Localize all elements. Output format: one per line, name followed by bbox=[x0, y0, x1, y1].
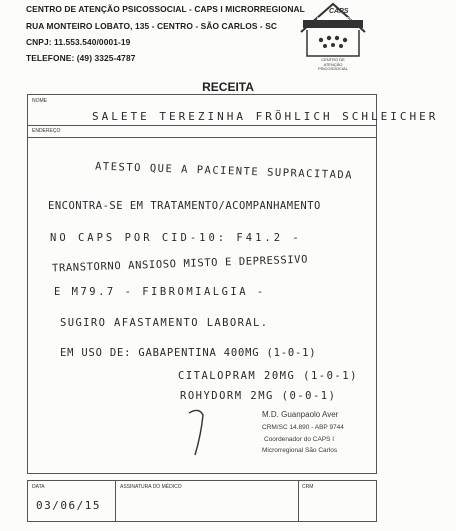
footer-box bbox=[27, 480, 377, 522]
body-line-7: EM USO DE: GABAPENTINA 400MG (1-0-1) bbox=[60, 347, 317, 359]
logo-caps-text: CAPS bbox=[329, 8, 349, 15]
body-line-4: TRANSTORNO ANSIOSO MISTO E DEPRESSIVO bbox=[51, 253, 309, 275]
body-line-6: SUGIRO AFASTAMENTO LABORAL. bbox=[60, 317, 269, 329]
document-title: RECEITA bbox=[202, 80, 254, 94]
date-cell bbox=[28, 481, 116, 521]
name-divider bbox=[28, 125, 376, 126]
body-line-2: ENCONTRA-SE EM TRATAMENTO/ACOMPANHAMENTO bbox=[48, 200, 321, 212]
body-line-3: NO CAPS POR CID-10: F41.2 - bbox=[50, 232, 302, 244]
date-value: 03/06/15 bbox=[36, 499, 101, 512]
clinic-name: CENTRO DE ATENÇÃO PSICOSSOCIAL - CAPS I MICRORREGIONAL bbox=[26, 4, 305, 14]
logo-subtitle: CENTRO DE ATENÇÃO PSICOSSOCIAL bbox=[318, 57, 348, 71]
signature-label: ASSINATURA DO MÉDICO bbox=[120, 484, 182, 490]
body-line-5: E M79.7 - FIBROMIALGIA - bbox=[54, 286, 266, 298]
body-line-1: ATESTO QUE A PACIENTE SUPRACITADA bbox=[94, 160, 354, 182]
body-line-9: ROHYDORM 2MG (0-0-1) bbox=[180, 390, 337, 402]
signature-scribble bbox=[185, 405, 215, 460]
date-label: DATA bbox=[32, 484, 45, 490]
stamp-unit: Microrregional São Carlos bbox=[262, 447, 338, 454]
clinic-address: RUA MONTEIRO LOBATO, 135 - CENTRO - SÃO CARLOS - SC bbox=[26, 21, 278, 31]
clinic-phone: TELEFONE: (49) 3325-4787 bbox=[26, 53, 136, 63]
stamp-crm: CRM/SC 14.890 - ABP 9744 bbox=[262, 424, 344, 431]
logo-micro-text: MICRORREGIONAL bbox=[317, 16, 359, 21]
signature-cell bbox=[116, 481, 299, 521]
caps-logo bbox=[295, 2, 371, 71]
patient-name: SALETE TEREZINHA FRÖHLICH SCHLEICHER bbox=[92, 110, 439, 123]
body-line-8: CITALOPRAM 20MG (1-0-1) bbox=[178, 370, 358, 382]
crm-label: CRM bbox=[302, 484, 314, 490]
clinic-cnpj: CNPJ: 11.553.540/0001-19 bbox=[26, 37, 131, 47]
stamp-role: Coordenador do CAPS I bbox=[264, 436, 335, 443]
address-divider bbox=[28, 137, 376, 138]
address-label: ENDEREÇO bbox=[32, 128, 61, 134]
name-label: NOME bbox=[32, 98, 47, 104]
stamp-doctor-name: M.D. Guanpaolo Aver bbox=[262, 410, 339, 419]
